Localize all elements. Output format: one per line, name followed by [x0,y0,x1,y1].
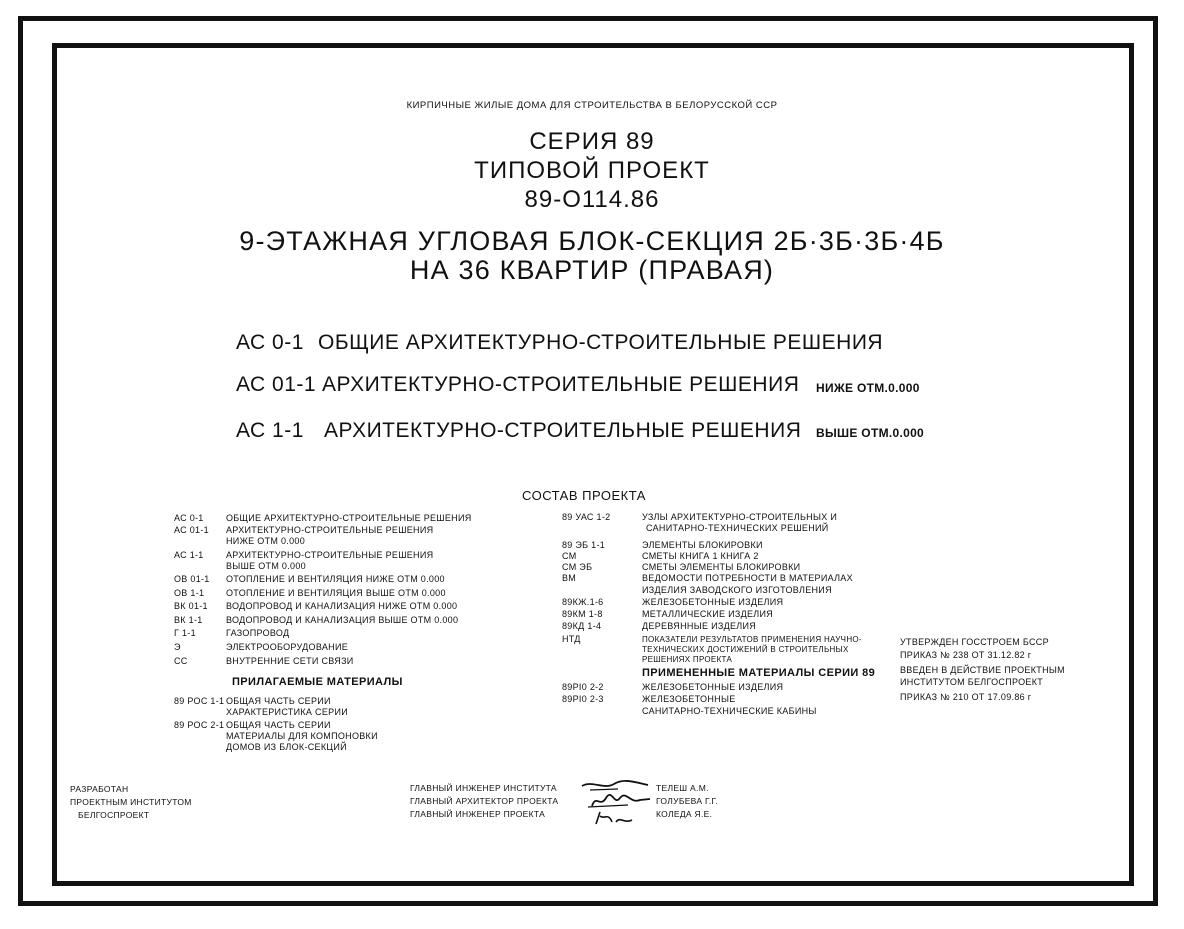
signatory-name: ТЕЛЕШ А.М. [656,783,709,793]
approval-line: ПРИКАЗ № 238 ОТ 31.12.82 г [900,650,1032,660]
volume-title: ОБЩИЕ АРХИТЕКТУРНО-СТРОИТЕЛЬНЫЕ РЕШЕНИЯ [318,331,884,354]
project-number: 89-О114.86 [524,186,660,213]
signature-golubeva-underline [588,805,628,807]
project-type: ТИПОВОЙ ПРОЕКТ [474,157,710,184]
approval-line: УТВЕРЖДЕН ГОССТРОЕМ БССР [900,637,1049,647]
developer-line: БЕЛГОСПРОЕКТ [78,810,150,820]
volume-title: АРХИТЕКТУРНО-СТРОИТЕЛЬНЫЕ РЕШЕНИЯ [324,419,802,442]
signatory-role: ГЛАВНЫЙ ИНЖЕНЕР ИНСТИТУТА [410,783,557,793]
signatory-name: ГОЛУБЕВА Г.Г. [656,796,719,806]
signatures-image [578,776,654,828]
attached-materials-heading: ПРИЛАГАЕМЫЕ МАТЕРИАЛЫ [232,676,403,688]
approval-line: ИНСТИТУТОМ БЕЛГОСПРОЕКТ [900,677,1044,687]
volume-code: АС 1-1 [236,419,304,442]
signature-telesh [582,781,648,786]
developer-line: РАЗРАБОТАН [70,784,129,794]
volume-code: АС 01-1 [236,373,317,396]
volume-note: НИЖЕ ОТМ.0.000 [816,381,920,395]
signatory-role: ГЛАВНЫЙ АРХИТЕКТОР ПРОЕКТА [410,796,559,806]
signature-telesh-underline [590,789,618,790]
series-title: СЕРИЯ 89 [529,128,655,155]
approval-line: ПРИКАЗ № 210 ОТ 17.09.86 г [900,692,1032,702]
signatory-name: КОЛЕДА Я.Е. [656,809,713,819]
project-title-line2: НА 36 КВАРТИР (ПРАВАЯ) [409,255,775,285]
volume-code: АС 0-1 [236,331,304,354]
project-title-line1: 9-ЭТАЖНАЯ УГЛОВАЯ БЛОК-СЕКЦИЯ 2Б·3Б·3Б·4Б [239,226,945,256]
approval-line: ВВЕДЕН В ДЕЙСТВИЕ ПРОЕКТНЫМ [900,665,1065,675]
volume-title: АРХИТЕКТУРНО-СТРОИТЕЛЬНЫЕ РЕШЕНИЯ [322,373,800,396]
signature-golubeva [592,795,650,806]
volume-note: ВЫШЕ ОТМ.0.000 [816,426,925,440]
composition-heading: СОСТАВ ПРОЕКТА [522,488,646,503]
signatory-role: ГЛАВНЫЙ ИНЖЕНЕР ПРОЕКТА [410,809,546,819]
developer-line: ПРОЕКТНЫМ ИНСТИТУТОМ [70,797,192,807]
applied-materials-heading: ПРИМЕНЕННЫЕ МАТЕРИАЛЫ СЕРИИ 89 [642,667,876,679]
signature-koleda [596,812,632,824]
series-supertitle: КИРПИЧНЫЕ ЖИЛЫЕ ДОМА ДЛЯ СТРОИТЕЛЬСТВА В БЕЛОРУССКОЙ ССР [406,100,778,111]
